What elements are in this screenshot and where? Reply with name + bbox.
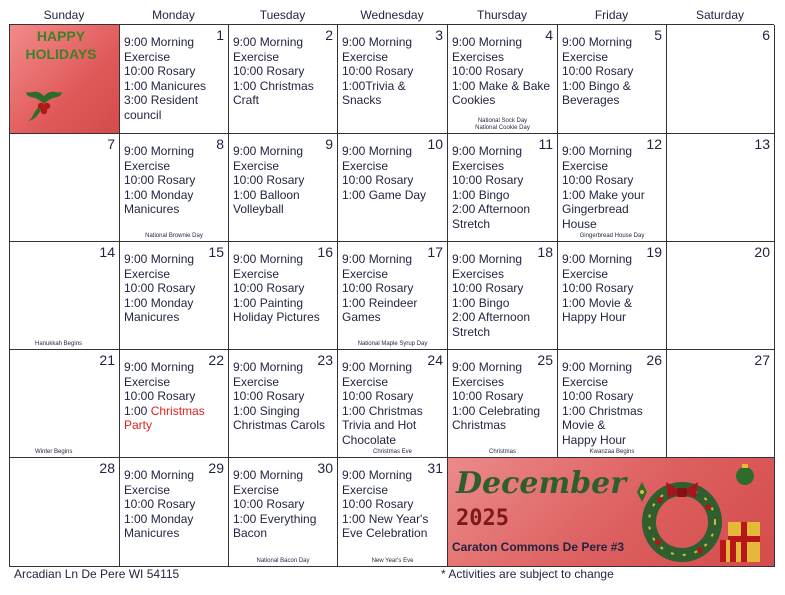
activity-line: Exercise [124,266,171,281]
day-cell [667,350,775,458]
activity-line: 1:00 Christmas [233,78,314,93]
activity-line: Exercise [562,266,609,281]
activity-line: Eve Celebration [342,526,428,540]
day-number: 28 [99,460,115,476]
day-number: 10 [427,136,443,152]
activity-line: Movie & [562,418,606,432]
activity-list [562,360,664,447]
activity-line: 10:00 Rosary [124,64,196,78]
activity-line: 9:00 Morning [452,144,523,158]
activity-line: Exercises [452,49,505,64]
activity-line: Manicures [124,526,180,540]
activity-line: House [562,216,597,231]
day-cell [229,458,338,567]
day-number: 21 [99,352,115,368]
day-number: 1 [216,27,224,43]
activity-list [342,252,445,325]
day-cell [120,350,229,458]
day-number: 24 [427,352,443,368]
activity-line: Exercise [233,266,280,281]
activity-line: 9:00 Morning [452,252,523,266]
activity-line: 1:00Trivia & [342,78,406,93]
activity-line: 10:00 Rosary [452,389,524,403]
activity-line: Exercises [452,374,505,389]
activity-list [124,360,226,433]
weekday-sunday: Sunday [43,8,85,22]
activity-line: 9:00 Morning [124,144,195,158]
activity-line: Exercise [233,374,280,389]
activity-line: 9:00 Morning [452,360,523,374]
activity-line: 9:00 Morning [233,35,304,49]
day-observance: Christmas Eve [372,449,412,455]
activity-line: 3:00 Resident [124,93,199,107]
activity-line: Exercise [124,49,171,64]
activity-line: 1:00 Celebrating [452,403,541,418]
activity-list [562,144,664,231]
day-cell [338,25,448,134]
activity-line: 9:00 Morning [342,252,413,266]
activity-line: 1:00 Reindeer [342,295,418,310]
activity-line: Bacon [233,526,268,540]
activity-line: Snacks [342,93,382,107]
day-cell [667,242,775,350]
activity-line: 1:00 Christmas [342,403,423,418]
activity-line: 9:00 Morning [233,252,304,266]
day-cell [558,350,667,458]
day-observance: Hanukkah Begins [35,341,83,347]
activity-list [452,252,555,339]
activity-line: 9:00 Morning [342,144,413,158]
activity-list [233,144,335,217]
day-observance: Winter Begins [35,449,73,455]
activity-line: Cookies [452,93,496,107]
day-cell [10,458,120,567]
day-observance: National Brownie Day [145,233,203,239]
footer-disclaimer: * Activities are subject to change [441,567,614,581]
day-observance: Kwanzaa Begins [589,449,635,455]
footer-address: Arcadian Ln De Pere WI 54115 [14,567,180,581]
day-cell [667,134,775,242]
activity-line: 9:00 Morning [124,360,195,374]
day-observance: National Sock Day National Cookie Day [475,118,530,131]
activity-line: 10:00 Rosary [562,173,634,187]
weekday-monday: Monday [152,8,195,22]
day-cell [338,350,448,458]
activity-line: 9:00 Morning [342,468,413,482]
calendar-grid [9,24,774,567]
activity-line: 10:00 Rosary [342,64,414,78]
activity-list [342,144,445,202]
day-cell [10,242,120,350]
day-number: 18 [537,244,553,260]
activity-line: Stretch [452,324,491,339]
activity-line: Craft [233,93,260,107]
activity-list [562,252,664,325]
activity-list [233,35,335,108]
activity-line: Beverages [562,93,620,107]
activity-list [342,35,445,108]
activity-line: Exercise [233,158,280,173]
activity-line: 2:00 Afternoon [452,310,531,324]
activity-line: 1:00 Monday [124,187,194,202]
day-cell [120,458,229,567]
activity-line: Exercise [562,49,609,64]
activity-line: 2:00 Afternoon [452,202,531,216]
day-cell [448,350,558,458]
activity-line: 10:00 Rosary [342,281,414,295]
activity-line: 1:00 Painting [233,295,304,310]
activity-line: 9:00 Morning [233,360,304,374]
activity-line: Exercise [562,374,609,389]
day-cell [229,350,338,458]
activity-line: 1:00 Bingo & [562,78,631,93]
day-cell [10,350,120,458]
activity-line: 1:00 Movie & [562,295,633,310]
holiday-greeting-line2: HOLIDAYS [25,46,97,62]
activity-line: Manicures [124,310,180,324]
day-cell [667,25,775,134]
activity-line: 10:00 Rosary [562,64,634,78]
activity-line: Happy Hour [562,310,627,324]
day-cell [448,242,558,350]
activity-line: 9:00 Morning [233,468,304,482]
weekday-tuesday: Tuesday [259,8,306,22]
day-number: 22 [208,352,224,368]
activity-line: 10:00 Rosary [233,64,305,78]
activity-list [124,468,226,541]
activity-line: 9:00 Morning [562,35,633,49]
day-cell [120,134,229,242]
activity-line: 10:00 Rosary [342,173,414,187]
day-number: 25 [537,352,553,368]
activity-list [562,35,664,108]
activity-line: 1:00 Make & Bake [452,78,551,93]
activity-line: Holiday Pictures [233,310,320,324]
activity-line: 10:00 Rosary [124,497,196,511]
weekday-header-row [9,7,774,24]
day-cell [338,242,448,350]
activity-line: 1:00 Monday [124,511,194,526]
activity-line: Christmas Carols [233,418,326,432]
day-number: 15 [208,244,224,260]
day-number: 16 [317,244,333,260]
activity-line: Exercise [342,374,389,389]
day-number: 11 [538,136,553,152]
highlighted-event: Christmas [150,403,205,418]
activity-line: Games [342,310,381,324]
activity-line: 9:00 Morning [562,360,633,374]
activity-line: 10:00 Rosary [452,281,524,295]
day-number: 13 [754,136,770,152]
activity-line: 10:00 Rosary [233,389,305,403]
day-cell [229,134,338,242]
day-number: 27 [754,352,770,368]
activity-line: 10:00 Rosary [124,173,196,187]
activity-line: 10:00 Rosary [562,389,634,403]
day-number: 23 [317,352,333,368]
activity-line: Exercise [233,482,280,497]
activity-line: 9:00 Morning [342,360,413,374]
activity-line: 1:00 New Year's [342,511,429,526]
day-observance: New Year's Eve [371,558,414,564]
banner-year: 2025 [456,506,509,531]
weekday-wednesday: Wednesday [360,8,424,22]
day-cell [448,134,558,242]
day-number: 20 [754,244,770,260]
holly-icon [24,84,64,122]
activity-line: 10:00 Rosary [124,389,196,403]
day-number: 2 [325,27,333,43]
activity-line: 10:00 Rosary [233,497,305,511]
day-cell [448,25,558,134]
activity-line: 1:00 Bingo [452,187,510,202]
activity-line: 1:00 Balloon [233,187,300,202]
activity-line: 9:00 Morning [562,252,633,266]
activity-line: Exercise [124,482,171,497]
day-number: 9 [325,136,333,152]
activity-line: 10:00 Rosary [233,281,305,295]
activity-line: 10:00 Rosary [342,497,414,511]
activity-line: 9:00 Morning [562,144,633,158]
activity-line: 1:00 Singing [233,403,300,418]
day-number: 14 [99,244,115,260]
activity-list [124,252,226,325]
day-number: 19 [646,244,662,260]
activity-line: 9:00 Morning [342,35,413,49]
activity-line: 1:00 Monday [124,295,194,310]
activity-line: 9:00 Morning [452,35,523,49]
holiday-greeting [18,27,104,63]
activity-line: 10:00 Rosary [124,281,196,295]
activity-line: council [124,107,162,122]
day-number: 31 [427,460,443,476]
activity-line: 9:00 Morning [124,468,195,482]
day-number: 4 [545,27,553,43]
activity-line: Trivia and Hot [342,418,417,432]
calendar [9,7,774,567]
activity-line: Exercise [233,49,280,64]
activity-line: Exercise [342,266,389,281]
day-cell [120,242,229,350]
activity-line: 1:00 Bingo [452,295,510,310]
day-number: 8 [216,136,224,152]
day-observance: National Bacon Day [256,558,310,564]
activity-line: Exercise [124,374,171,389]
day-number: 6 [762,27,770,43]
activity-list [233,468,335,541]
activity-line: Happy Hour [562,432,627,447]
activity-line: 9:00 Morning [124,35,195,49]
wreath-icon [620,462,770,567]
day-observance: Gingerbread House Day [579,233,645,239]
month-banner [448,458,775,567]
activity-line: 10:00 Rosary [342,389,414,403]
day-number: 29 [208,460,224,476]
activity-line: 10:00 Rosary [452,173,524,187]
weekday-friday: Friday [594,8,629,22]
day-number: 26 [646,352,662,368]
activity-line: 10:00 Rosary [452,64,524,78]
weekday-saturday: Saturday [695,8,745,22]
day-number: 17 [427,244,443,260]
day-cell [229,242,338,350]
activity-line: 1:00 Everything [233,511,317,526]
day-number: 30 [317,460,333,476]
activity-list [342,468,445,541]
activity-line: 9:00 Morning [124,252,195,266]
day-number: 3 [435,27,443,43]
banner-facility: Caraton Commons De Pere #3 [452,540,625,554]
activity-list [452,360,555,433]
activity-line: 9:00 Morning [233,144,304,158]
holiday-cell [10,25,120,134]
activity-list [233,252,335,325]
activity-line: Christmas [452,418,507,432]
activity-line: Volleyball [233,202,284,216]
activity-list [452,144,555,231]
activity-line: Gingerbread [562,202,629,216]
day-number: 7 [107,136,115,152]
activity-line: Exercise [342,49,389,64]
day-observance: National Maple Syrup Day [357,341,428,347]
activity-line: Manicures [124,202,180,216]
day-cell [338,458,448,567]
activity-list [452,35,555,108]
activity-line: Exercise [342,482,389,497]
activity-line: 1:00 Manicures [124,78,207,93]
activity-list [342,360,445,447]
activity-line: Exercise [342,158,389,173]
banner-month: December [456,466,627,501]
day-observance: Christmas [488,449,516,455]
day-cell [120,25,229,134]
highlighted-event-cont: Party [124,418,153,432]
activity-line: Stretch [452,216,491,231]
activity-line: 1:00 Christmas [562,403,643,418]
day-cell [229,25,338,134]
day-number: 5 [654,27,662,43]
holiday-greeting-line1: HAPPY [36,28,86,44]
activity-line: 1:00 Game Day [342,187,427,202]
day-number: 12 [646,136,662,152]
weekday-thursday: Thursday [476,8,528,22]
activity-list [233,360,335,433]
day-cell [338,134,448,242]
day-cell [558,25,667,134]
activity-line: 10:00 Rosary [233,173,305,187]
activity-list [124,35,226,122]
activity-line [124,404,226,419]
activity-list [124,144,226,217]
day-cell [558,134,667,242]
activity-line: Exercise [124,158,171,173]
day-cell [558,242,667,350]
day-cell [10,134,120,242]
activity-line: 10:00 Rosary [562,281,634,295]
activity-line: 1:00 Make your [562,187,645,202]
activity-time: 1:00 [124,403,151,418]
activity-line: Exercises [452,158,505,173]
activity-line: Exercises [452,266,505,281]
activity-line: Exercise [562,158,609,173]
activity-line: Chocolate [342,432,397,447]
